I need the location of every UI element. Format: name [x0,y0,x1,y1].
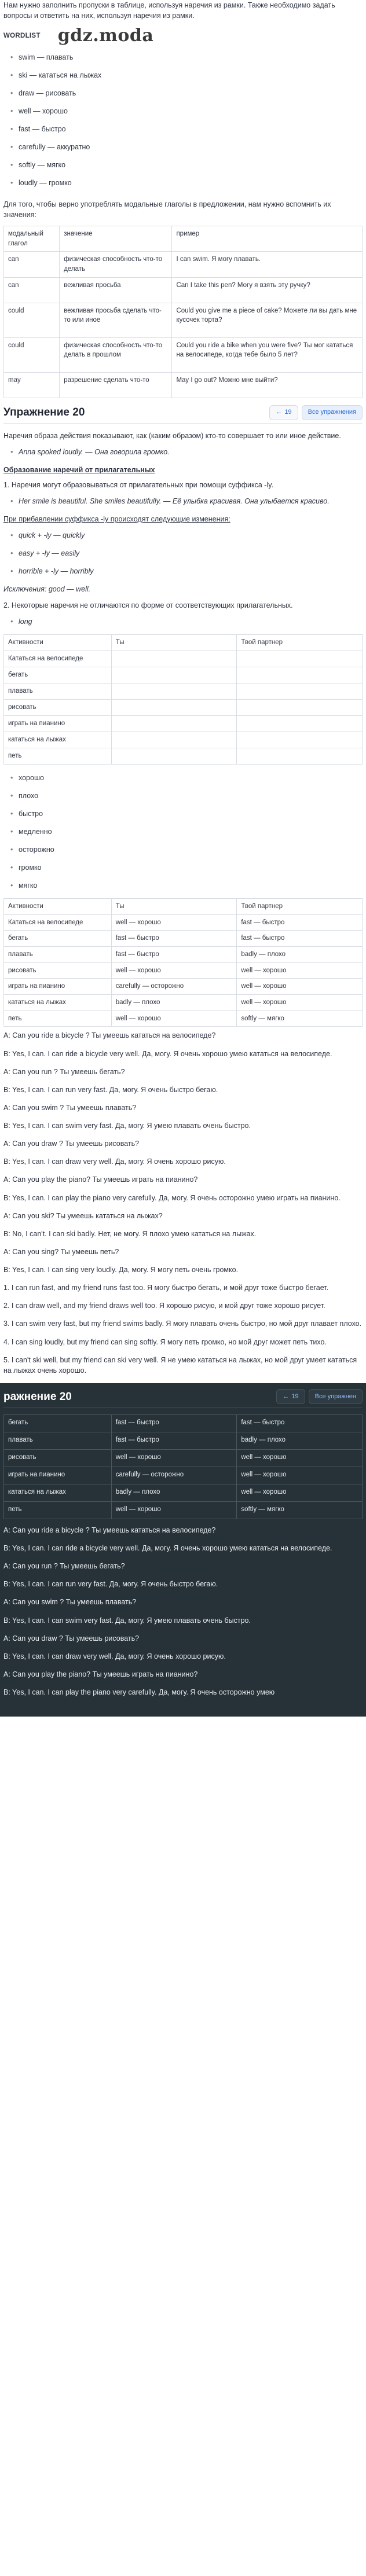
table-cell: бегать [4,667,112,683]
modal-intro: Для того, чтобы верно употреблять модальные глаголы в предложении, нам нужно вспомнить их значения: [3,200,331,219]
table-cell: плавать [4,683,112,700]
adverb-example-list [3,447,363,458]
table-cell: Can I take this pen? Могу я взять эту ручку? [172,277,363,303]
table-cell: петь [4,1501,112,1519]
table-row [4,748,363,765]
list-item: • медленно [10,826,363,838]
table-cell: fast — быстро [111,931,237,947]
wordlist [3,52,363,189]
dark-exercise-nav [276,1389,363,1404]
dialog-line: 2. I can draw well, and my friend draws well too. Я хорошо рисую, и мой друг тоже хорошо рисует. [3,1302,325,1310]
table-cell: fast — быстро [237,931,363,947]
table-cell: well — хорошо [237,1467,363,1484]
table-cell [111,700,237,716]
table-cell: Could you give me a piece of cake? Можете ли вы дать мне кусочек торта? [172,303,363,337]
dialog-line: B: Yes, I can. I can play the piano very carefully. Да, могу. Я очень осторожно умею играть на пианино. [3,1193,341,1202]
table-cell: carefully — осторожно [111,979,237,995]
table-row [4,683,363,700]
all-exercises-button[interactable]: Все упражнения [302,405,363,420]
table-row [4,1414,363,1432]
table-cell: badly — плохо [237,947,363,963]
table-row [4,732,363,748]
watermark: gdz.moda [57,25,154,46]
point2: 2. Некоторые наречия не отличаются по форме от соответствующих прилагательных. [3,601,293,610]
table-cell [111,651,237,667]
table-cell: May I go out? Можно мне выйти? [172,372,363,398]
table-cell [237,683,363,700]
table-header: Активности [4,635,112,651]
table-cell: fast — быстро [111,1414,237,1432]
table-cell [237,732,363,748]
dialog-line: B: Yes, I can. I can ride a bicycle very well. Да, могу. Я очень хорошо умею кататься на велосипеде. [3,1049,332,1058]
table-cell [111,732,237,748]
dialog-line: A: Can you run ? Ты умеешь бегать? [3,1562,125,1571]
table-cell: играть на пианино [4,979,112,995]
table-cell: Кататься на велосипеде [4,651,112,667]
list-item: • softly — мягко [10,160,363,171]
table-cell: softly — мягко [237,1010,363,1027]
list-item: • Her smile is beautiful. She smiles beautifully. — Её улыбка красивая. Она улыбается красиво. [10,496,363,508]
dark-activities-table [3,1414,363,1519]
table-header: значение [60,226,172,252]
dialog-line: A: Can you draw ? Ты умеешь рисовать? [3,1634,140,1642]
dark-dialog [3,1525,363,1697]
dialog-line: A: Can you swim ? Ты умеешь плавать? [3,1103,137,1112]
table-cell: бегать [4,931,112,947]
adverb-intro: Наречия образа действия показывают, как (каким образом) кто-то совершает то или иное действие. [3,431,341,440]
dark-section [0,1383,366,1717]
table-cell: well — хорошо [111,1501,237,1519]
dialog [3,1030,363,1376]
table-cell: рисовать [4,962,112,979]
dialog-line: B: Yes, I can. I can play the piano very carefully. Да, могу. Я очень осторожно умею [3,1688,275,1697]
table-cell: well — хорошо [111,1010,237,1027]
table-row [4,1010,363,1027]
table-cell: играть на пианино [4,1467,112,1484]
table-row [4,947,363,963]
table-row [4,979,363,995]
table-cell [111,683,237,700]
table-cell: well — хорошо [237,979,363,995]
table-cell: fast — быстро [111,1432,237,1449]
table-cell: физическая способность что-то делать в прошлом [60,337,172,372]
table-header: модальный глагол [4,226,60,252]
table-cell: badly — плохо [111,995,237,1011]
table-cell: well — хорошо [237,962,363,979]
dialog-line: A: Can you ride a bicycle ? Ты умеешь кататься на велосипеде? [3,1031,216,1040]
table-cell: рисовать [4,700,112,716]
table-cell: may [4,372,60,398]
table-cell: вежливая просьба [60,277,172,303]
list-item: • horrible + -ly — horribly [10,566,363,578]
arrow-left-icon: ← [283,1392,290,1400]
table-row [4,1501,363,1519]
exercise-title: Упражнение 20 [3,406,85,419]
formation-title: Образование наречий от прилагательных [3,465,155,474]
table-cell: well — хорошо [111,1449,237,1467]
table-cell: Кататься на велосипеде [4,914,112,931]
dark-all-exercises-button[interactable]: Все упражнен [309,1389,363,1404]
list-item: • well — хорошо [10,106,363,117]
table-cell: рисовать [4,1449,112,1467]
list-item: • swim — плавать [10,52,363,64]
table-header: Активности [4,899,112,915]
table-cell: разрешение сделать что-то [60,372,172,398]
dark-prev-exercise-label: 19 [291,1392,299,1400]
table-row [4,1449,363,1467]
table-cell [237,651,363,667]
dialog-line: A: Can you run ? Ты умеешь бегать? [3,1067,125,1076]
table-cell: could [4,303,60,337]
prev-exercise-button[interactable] [269,405,298,420]
dark-exercise-header [3,1387,363,1408]
exercise-header [3,403,363,424]
table-cell: well — хорошо [237,1484,363,1501]
table-cell: well — хорошо [237,1449,363,1467]
table-cell: well — хорошо [111,962,237,979]
table-header: Твой партнер [237,899,363,915]
table-cell: can [4,277,60,303]
table-cell: can [4,252,60,277]
dialog-line: 4. I can sing loudly, but my friend can sing softly. Я могу петь громко, но мой друг может петь тихо. [3,1337,327,1346]
dialog-line: B: Yes, I can. I can swim very fast. Да, могу. Я умею плавать очень быстро. [3,1122,251,1130]
table-cell: badly — плохо [111,1484,237,1501]
adverb-list [3,773,363,892]
list-item: • громко [10,862,363,874]
table-header: пример [172,226,363,252]
activities-table-filled [3,898,363,1027]
table-cell: петь [4,748,112,765]
list-item: • плохо [10,791,363,802]
list-item: • Anna spoked loudly. — Она говорила громко. [10,447,363,458]
table-row [4,1432,363,1449]
dialog-line: B: Yes, I can. I can draw very well. Да, могу. Я очень хорошо рисую. [3,1652,226,1660]
table-row [4,372,363,398]
table-row [4,700,363,716]
list-item: • ski — кататься на лыжах [10,70,363,82]
dialog-line: A: Can you play the piano? Ты умеешь играть на пианино? [3,1670,198,1678]
exercise-nav [269,405,363,420]
table-cell: физическая способность что-то делать [60,252,172,277]
table-cell: кататься на лыжах [4,995,112,1011]
suffix-note: При прибавлении суффикса -ly происходят следующие изменения: [3,515,230,524]
table-cell: softly — мягко [237,1501,363,1519]
table-cell: I can swim. Я могу плавать. [172,252,363,277]
list-item: • loudly — громко [10,178,363,189]
wordlist-title: WORDLIST [3,32,41,39]
dark-exercise-title: ражнение 20 [3,1390,72,1403]
dialog-line: B: Yes, I can. I can run very fast. Да, могу. Я очень быстро бегаю. [3,1580,218,1589]
dialog-line: B: No, I can't. I can ski badly. Нет, не могу. Я плохо умею кататься на лыжах. [3,1229,257,1238]
dialog-line: A: Can you play the piano? Ты умеешь играть на пианино? [3,1175,198,1184]
dialog-line: B: Yes, I can. I can run very fast. Да, могу. Я очень быстро бегаю. [3,1085,218,1094]
table-cell: badly — плохо [237,1432,363,1449]
table-cell: fast — быстро [111,947,237,963]
formation-example-list [3,496,363,508]
dialog-line: A: Can you sing? Ты умеешь петь? [3,1247,119,1256]
table-row [4,651,363,667]
table-cell [237,700,363,716]
arrow-left-icon: ← [276,409,283,416]
list-item: • long [10,616,363,628]
table-cell [237,667,363,683]
table-cell [111,748,237,765]
dialog-line: 3. I can swim very fast, but my friend swims badly. Я могу плавать очень быстро, но мой друг плавает плохо. [3,1320,362,1328]
table-cell [111,716,237,732]
dialog-line: A: Can you swim ? Ты умеешь плавать? [3,1598,137,1607]
table-cell: вежливая просьба сделать что-то или иное [60,303,172,337]
table-cell: плавать [4,1432,112,1449]
modal-table [3,226,363,398]
formation-p1: 1. Наречия могут образовываться от прилагательных при помощи суффикса -ly. [3,480,274,489]
suffix-list [3,530,363,578]
activities-table-empty [3,634,363,765]
list-item: • draw — рисовать [10,88,363,100]
dialog-line: B: Yes, I can. I can sing very loudly. Да, могу. Я могу петь очень громко. [3,1266,239,1274]
point2-list [3,616,363,628]
table-row [4,667,363,683]
dialog-line: A: Can you draw ? Ты умеешь рисовать? [3,1140,140,1148]
list-item: • fast — быстро [10,124,363,135]
dialog-line: B: Yes, I can. I can swim very fast. Да, могу. Я умею плавать очень быстро. [3,1616,251,1625]
table-cell: играть на пианино [4,716,112,732]
table-cell: петь [4,1010,112,1027]
table-cell: fast — быстро [237,1414,363,1432]
table-cell: кататься на лыжах [4,732,112,748]
table-row [4,337,363,372]
table-cell [111,667,237,683]
table-cell: could [4,337,60,372]
dialog-line: A: Can you ride a bicycle ? Ты умеешь кататься на велосипеде? [3,1526,216,1534]
table-row [4,277,363,303]
prev-exercise-label: 19 [284,409,292,416]
table-row [4,962,363,979]
table-cell: well — хорошо [111,914,237,931]
list-item: • quick + -ly — quickly [10,530,363,542]
table-row [4,303,363,337]
intro-text: Нам нужно заполнить пропуски в таблице, используя наречия из рамки. Также необходимо задать вопросы и ответить на них, используя наречия из рамки. [3,1,335,20]
list-item: • осторожно [10,844,363,856]
table-cell: well — хорошо [237,995,363,1011]
table-row [4,914,363,931]
list-item: • мягко [10,880,363,892]
table-header: Ты [111,899,237,915]
table-row [4,931,363,947]
list-item: • easy + -ly — easily [10,548,363,560]
dialog-line: 1. I can run fast, and my friend runs fast too. Я могу быстро бегать, и мой друг тоже быстро бегает. [3,1284,329,1292]
table-cell: carefully — осторожно [111,1467,237,1484]
table-cell: кататься на лыжах [4,1484,112,1501]
table-header: Ты [111,635,237,651]
dark-prev-exercise-button[interactable] [276,1389,305,1404]
table-row [4,1484,363,1501]
table-cell: fast — быстро [237,914,363,931]
table-cell: бегать [4,1414,112,1432]
dialog-line: A: Can you ski? Ты умеешь кататься на лыжах? [3,1211,163,1220]
table-row [4,252,363,277]
dialog-line: B: Yes, I can. I can ride a bicycle very well. Да, могу. Я очень хорошо умею кататься на велосипеде. [3,1544,332,1553]
table-cell: плавать [4,947,112,963]
table-row [4,995,363,1011]
list-item: • хорошо [10,773,363,784]
table-cell: Could you ride a bike when you were five? Ты мог кататься на велосипеде, когда тебе было 5 лет? [172,337,363,372]
exception: Исключения: good — well. [3,585,91,594]
table-row [4,1467,363,1484]
list-item: • carefully — аккуратно [10,142,363,153]
table-cell [237,716,363,732]
table-header: Твой партнер [237,635,363,651]
table-cell [237,748,363,765]
dialog-line: 5. I can't ski well, but my friend can ski very well. Я не умею кататься на лыжах, но мой друг умеет кататься на лыжах очень хорошо. [3,1355,357,1375]
table-row [4,716,363,732]
dialog-line: B: Yes, I can. I can draw very well. Да, могу. Я очень хорошо рисую. [3,1157,226,1166]
list-item: • быстро [10,809,363,820]
